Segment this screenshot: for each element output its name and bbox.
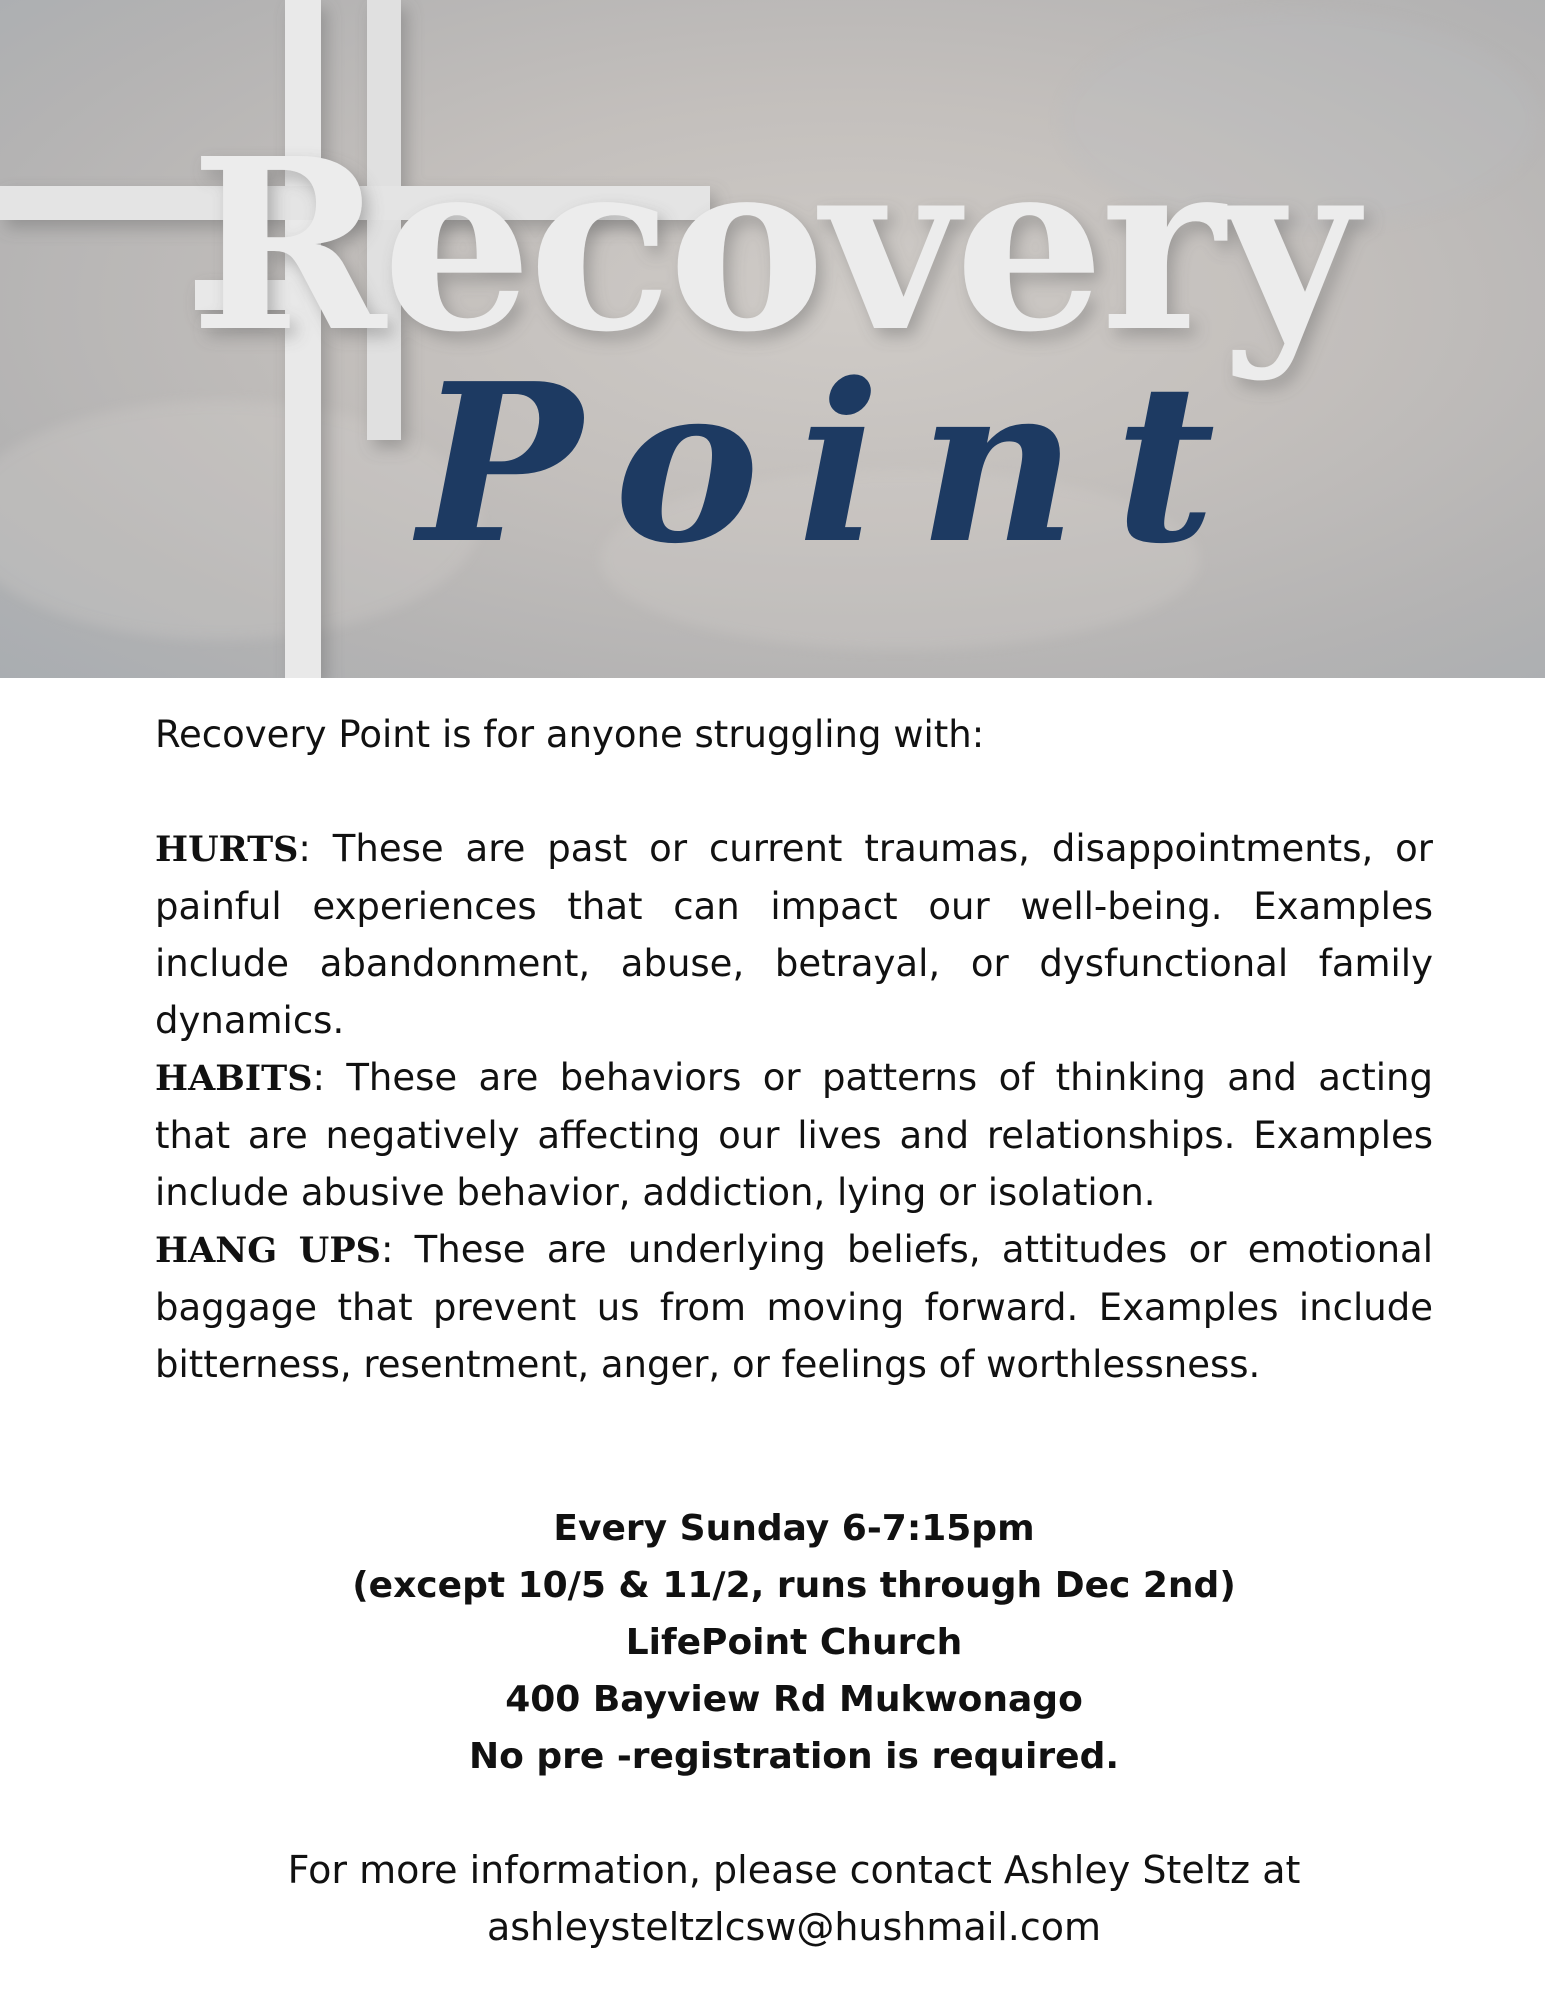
contact-text: For more information, please contact Ashley Steltz at: [287, 1848, 1301, 1892]
section-habits: [155, 1049, 1433, 1221]
venue-name: LifePoint Church: [625, 1622, 963, 1663]
description-section: [155, 706, 1433, 1393]
section-hang-ups-text: : These are underlying beliefs, attitudes or emotional baggage that prevent us from moving forward. Examples include bitterness, resentment, anger, or feelings of worthlessness.: [155, 1228, 1433, 1386]
venue-address: 400 Bayview Rd Mukwonago: [505, 1679, 1083, 1720]
contact-section: [155, 1842, 1433, 1956]
exceptions-text: (except 10/5 & 11/2, runs through Dec 2nd): [352, 1565, 1236, 1606]
contact-email[interactable]: ashleysteltzlcsw@hushmail.com: [486, 1905, 1102, 1949]
meeting-details: [155, 1500, 1433, 1785]
title-recovery: Recovery: [190, 106, 1355, 384]
term-hurts: HURTS: [155, 829, 299, 870]
section-hang-ups: [155, 1221, 1433, 1393]
term-habits: HABITS: [155, 1058, 313, 1099]
banner-artwork: [0, 0, 1545, 678]
term-hang-ups: HANG UPS: [155, 1230, 381, 1271]
schedule-text: Every Sunday 6-7:15pm: [553, 1508, 1035, 1549]
section-hurts-text: : These are past or current traumas, disappointments, or painful experiences that can impact our well-being. Examples include abandonment, abuse, betrayal, or dysfunctional family dynamics.: [155, 827, 1433, 1042]
intro-text: Recovery Point is for anyone struggling with:: [155, 713, 985, 756]
registration-note: No pre -registration is required.: [468, 1736, 1120, 1777]
section-habits-text: : These are behaviors or patterns of thinking and acting that are negatively affecting our lives and relationships. Examples include abusive behavior, addiction, lying or isolation.: [155, 1056, 1433, 1214]
header-banner: [0, 0, 1545, 678]
section-hurts: [155, 820, 1433, 1049]
title-point: Point: [418, 336, 1254, 592]
